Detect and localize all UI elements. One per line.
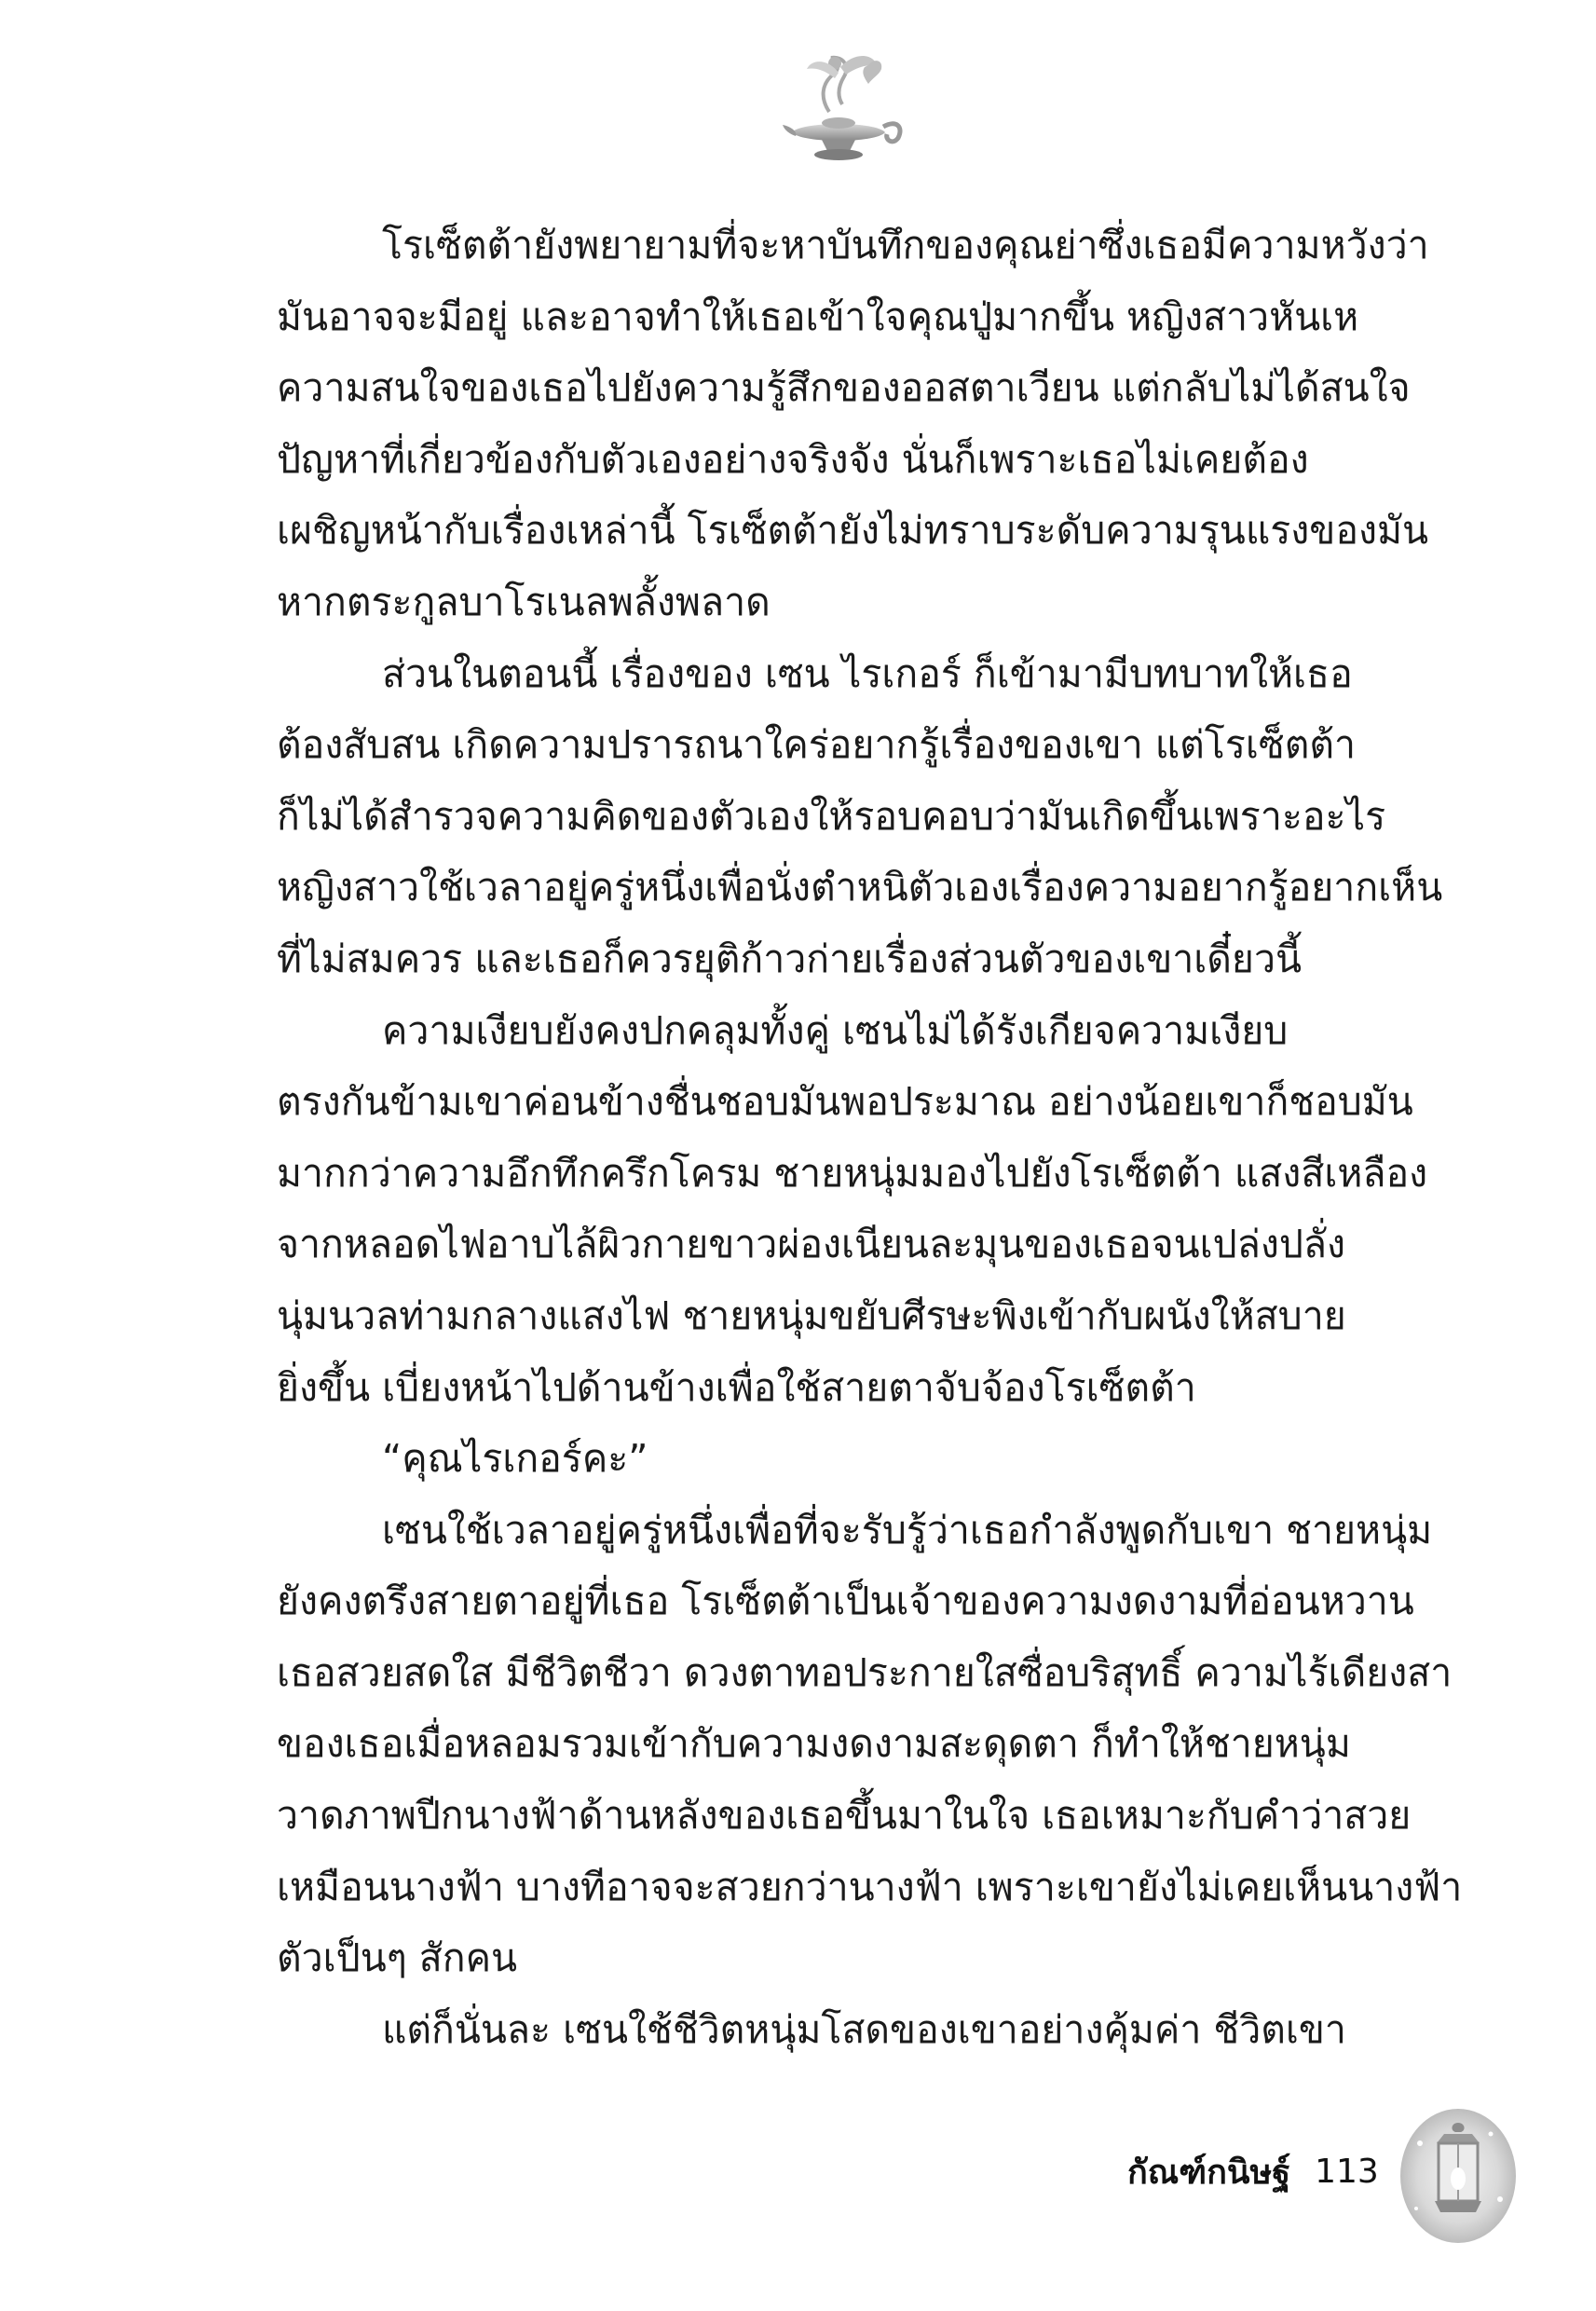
text-line: เผชิญหน้ากับเรื่องเหล่านี้ โรเซ็ตต้ายังไม่ทราบระดับความรุนแรงของมัน (277, 508, 1429, 554)
text-line: ความเงียบยังคงปกคลุมทั้งคู่ เซนไม่ได้รังเกียจความเงียบ (382, 1007, 1289, 1053)
text-line: ที่ไม่สมควร และเธอก็ควรยุติก้าวก่ายเรื่องส่วนตัวของเขาเดี๋ยวนี้ (277, 936, 1302, 981)
text-line: มันอาจจะมีอยู่ และอาจทำให้เธอเข้าใจคุณปู่มากขึ้น หญิงสาวหันเห (277, 294, 1359, 339)
text-line: เซนใช้เวลาอยู่ครู่หนึ่งเพื่อที่จะรับรู้ว่าเธอกำลังพูดกับเขา ชายหนุ่ม (382, 1507, 1433, 1552)
text-line: ยังคงตรึงสายตาอยู่ที่เธอ โรเซ็ตต้าเป็นเจ้าของความงดงามที่อ่อนหวาน (277, 1579, 1414, 1624)
text-line: ของเธอเมื่อหลอมรวมเข้ากับความงดงามสะดุดตา ก็ทำให้ชายหนุ่ม (277, 1721, 1351, 1767)
text-line: จากหลอดไฟอาบไล้ผิวกายขาวผ่องเนียนละมุนของเธอจนเปล่งปลั่ง (277, 1222, 1346, 1267)
text-line: ปัญหาที่เกี่ยวข้องกับตัวเองอย่างจริงจัง นั่นก็เพราะเธอไม่เคยต้อง (277, 436, 1309, 482)
text-line: เหมือนนางฟ้า บางทีอาจจะสวยกว่านางฟ้า เพราะเขายังไม่เคยเห็นนางฟ้า (277, 1864, 1463, 1909)
page-footer (1127, 2143, 1379, 2199)
text-line: ยิ่งขึ้น เบี่ยงหน้าไปด้านข้างเพื่อใช้สายตาจับจ้องโรเซ็ตต้า (277, 1364, 1196, 1410)
text-line: มากกว่าความอึกทึกครึกโครม ชายหนุ่มมองไปยังโรเซ็ตต้า แสงสีเหลือง (277, 1150, 1428, 1196)
text-line: หญิงสาวใช้เวลาอยู่ครู่หนึ่งเพื่อนั่งตำหนิตัวเองเรื่องความอยากรู้อยากเห็น (277, 865, 1443, 910)
text-line: แต่ก็นั่นละ เซนใช้ชีวิตหนุ่มโสดของเขาอย่างคุ้มค่า ชีวิตเขา (382, 2006, 1346, 2052)
body-text (277, 210, 1463, 2065)
text-line: ความสนใจของเธอไปยังความรู้สึกของออสตาเวียน แต่กลับไม่ได้สนใจ (277, 365, 1411, 411)
text-line: ส่วนในตอนนี้ เรื่องของ เซน ไรเกอร์ ก็เข้ามามีบทบาทให้เธอ (382, 650, 1353, 696)
lantern-ornament-icon (1398, 2106, 1519, 2246)
text-line: หากตระกูลบาโรเนลพลั้งพลาด (277, 579, 771, 624)
text-line: “คุณไรเกอร์คะ” (382, 1436, 648, 1482)
text-line: โรเซ็ตต้ายังพยายามที่จะหาบันทึกของคุณย่าซึ่งเธอมีความหวังว่า (382, 223, 1429, 267)
text-line: ก็ไม่ได้สำรวจความคิดของตัวเองให้รอบคอบว่ามันเกิดขึ้นเพราะอะไร (277, 793, 1386, 839)
text-line: นุ่มนวลท่ามกลางแสงไฟ ชายหนุ่มขยับศีรษะพิงเข้ากับผนังให้สบาย (277, 1292, 1346, 1338)
text-line: ต้องสับสน เกิดความปรารถนาใคร่อยากรู้เรื่องของเขา แต่โรเซ็ตต้า (277, 722, 1356, 768)
text-line: ตรงกันข้ามเขาค่อนข้างชื่นชอบมันพอประมาณ อย่างน้อยเขาก็ชอบมัน (277, 1079, 1413, 1125)
magic-lamp-ornament-icon (764, 47, 913, 168)
book-title: กัณฑ์กนิษฐ์ (1127, 2153, 1291, 2192)
text-line: เธอสวยสดใส มีชีวิตชีวา ดวงตาทอประกายใสซื่อบริสุทธิ์ ความไร้เดียงสา (277, 1649, 1453, 1695)
text-line: ตัวเป็นๆ สักคน (277, 1935, 518, 1981)
page-number: 113 (1315, 2152, 1379, 2191)
text-line: วาดภาพปีกนางฟ้าด้านหลังของเธอขึ้นมาในใจ เธอเหมาะกับคำว่าสวย (277, 1793, 1412, 1839)
